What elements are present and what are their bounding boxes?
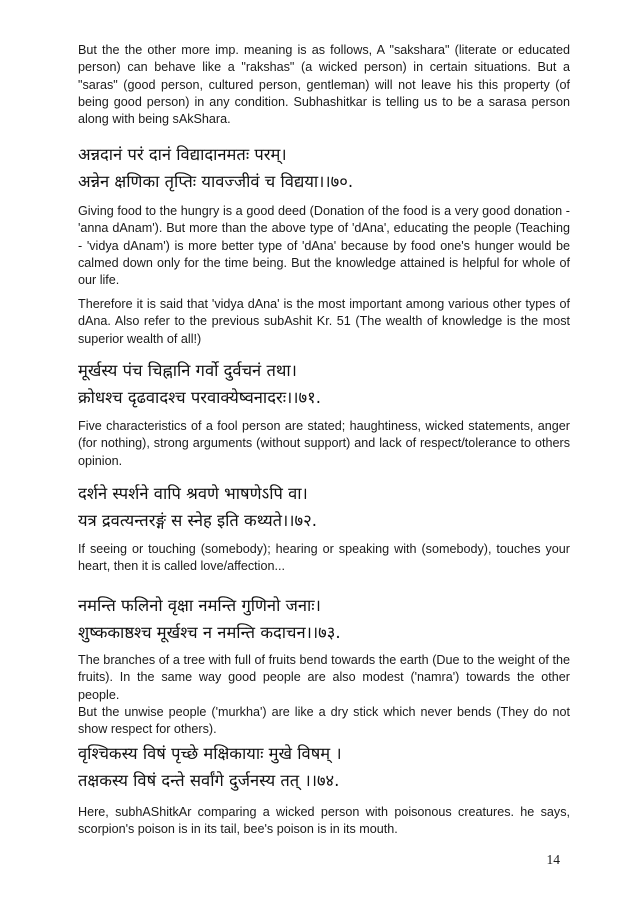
verse-70-line-1: अन्नदानं परं दानं विद्यादानमतः परम्। (78, 145, 287, 164)
explanation-70-paragraph-2: Therefore it is said that 'vidya dAna' is the most important among various other types of dAna. Also refer to the previous subAshit Kr. 51 (The wealth of knowledge is the most superior wealth of all!) (78, 297, 570, 346)
verse-74-line-2: तक्षकस्य विषं दन्ते सर्वांगे दुर्जनस्य तत् ।।७४. (78, 771, 340, 790)
verse-70-line-2: अन्नेन क्षणिका तृप्तिः यावज्जीवं च विद्यया।।७०. (78, 172, 354, 191)
verse-72 (78, 480, 570, 534)
verse-70 (78, 141, 570, 195)
explanation-72-paragraph: If seeing or touching (somebody); hearing or speaking with (somebody), touches your heart, then it is called love/affection... (78, 542, 570, 574)
verse-74-line-1: वृश्चिकस्य विषं पृच्छे मक्षिकायाः मुखे विषम् । (78, 744, 342, 763)
page-number: 14 (546, 852, 560, 867)
verse-73-line-2: शुष्ककाष्ठश्च मूर्खश्च न नमन्ति कदाचन।।७३. (78, 623, 341, 642)
verse-72-line-1: दर्शने स्पर्शने वापि श्रवणे भाषणेऽपि वा। (78, 484, 308, 503)
verse-71-line-2: क्रोधश्च दृढवादश्च परवाक्येष्वनादरः।।७१. (78, 388, 321, 407)
explanation-73-paragraph-2: But the unwise people ('murkha') are like a dry stick which never bends (They do not show respect for others). (78, 705, 570, 737)
verse-73-line-1: नमन्ति फलिनो वृक्षा नमन्ति गुणिनो जनाः। (78, 596, 321, 615)
intro-paragraph: But the the other more imp. meaning is as follows, A "sakshara" (literate or educated person) can behave like a "rakshas" (a wicked person) in certain situations. But a "saras" (good person, cultured person, gentleman) will not leave his this property (of being good person) in any condition. Subhashitkar is telling us to be a sarasa person along with being sAkShara. (78, 43, 570, 127)
explanation-71-paragraph: Five characteristics of a fool person are stated; haughtiness, wicked statements, anger (for nothing), strong arguments (without support) and lack of respect/tolerance to others opinion. (78, 419, 570, 468)
verse-71 (78, 357, 570, 411)
explanation-74-paragraph: Here, subhAShitkAr comparing a wicked person with poisonous creatures. he says, scorpion's poison is in its tail, bee's poison is in its mouth. (78, 805, 570, 837)
verse-73 (78, 592, 570, 646)
explanation-73-paragraph-1: The branches of a tree with full of fruits bend towards the earth (Due to the weight of the fruits). In the same way good people are also modest ('namra') towards the other people. (78, 653, 570, 702)
verse-74 (78, 740, 570, 794)
explanation-70-paragraph-1: Giving food to the hungry is a good deed (Donation of the food is a very good donation - 'anna dAnam'). But more than the above type of 'dAna', educating the people (Teaching - 'vidya dAnam') is more better type of 'dAna' because by food one's hunger would be calmed down only for the time being. But the knowledge attained is helpful for whole of our life. (78, 204, 570, 288)
verse-72-line-2: यत्र द्रवत्यन्तरङ्गं स स्नेह इति कथ्यते।।७२. (78, 511, 317, 530)
verse-71-line-1: मूर्खस्य पंच चिह्नानि गर्वो दुर्वचनं तथा। (78, 361, 297, 380)
